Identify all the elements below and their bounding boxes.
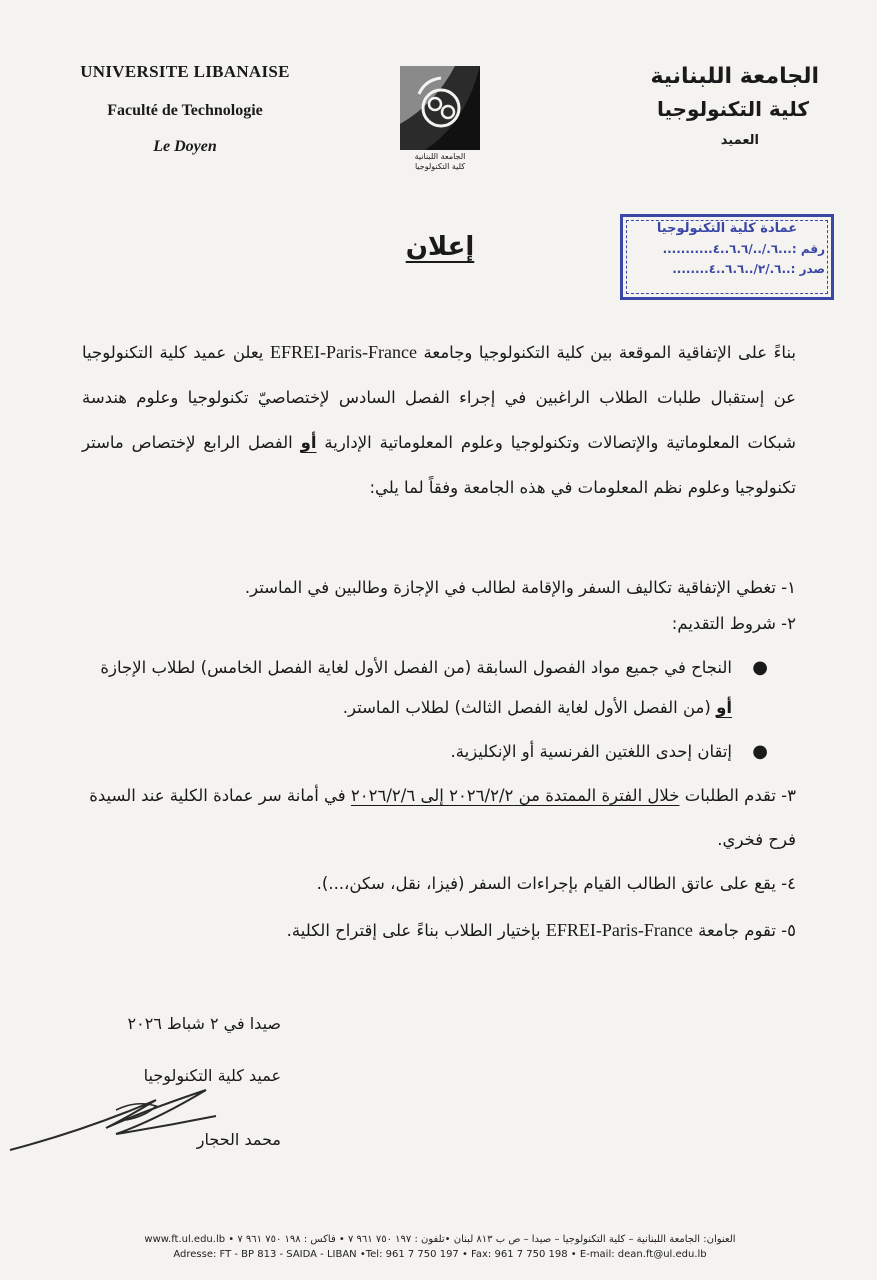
sub-item-1-text-b: (من الفصل الأول لغاية الفصل الثالث) لطلاب الماستر. [342, 698, 711, 717]
submission-period: خلال الفترة الممتدة من ٢٠٢٦/٢/٢ إلى ٢٠٢٦/٢/٦ [350, 786, 680, 805]
list-item-2: ٢- شروط التقديم: [671, 614, 796, 633]
bullet-icon: ● [752, 741, 768, 762]
stamp-title: عمادة كلية التكنولوجيا [656, 221, 798, 236]
stamp-inner-border [626, 220, 828, 294]
ar-university-name: الجامعة اللبنانية [650, 64, 819, 89]
list-item-5-text-a: ٥- تقوم جامعة [698, 921, 796, 940]
stamp-issued-line: صدر :..٦./٢/..٦.٦..٤........ [672, 262, 825, 276]
logo-caption-faculty: كلية التكنولوجيا [414, 162, 466, 171]
list-item-4: ٤- يقع على عاتق الطالب القيام بإجراءات السفر (فيزا، نقل، سكن،...). [316, 874, 796, 893]
fr-university-name: UNIVERSITE LIBANAISE [80, 62, 290, 81]
header-french [40, 62, 330, 156]
stamp-reference-line: رقم :...٦./../٦.٦..٤........... [662, 242, 825, 256]
place-and-date: صيدا في ٢ شباط ٢٠٢٦ [127, 1014, 281, 1033]
sub-item-1-or: أو [716, 698, 732, 717]
header-arabic [619, 64, 819, 148]
footer-arabic-address: العنوان: الجامعة اللبنانية – كلية التكنولوجيا – صيدا – ص ب ٨١٣ لبنان •تلفون : ١٩٧ ٧٥٠ ٩٦١ ٧ • فاكس : ١٩٨ ٧٥٠ ٩٦١ ٧ • www.ft.ul.edu.lb [144, 1234, 736, 1245]
intro-text-b: يعلن عميد كلية التكنولوجيا عن إستقبال طلبات الطلاب الراغبين في إجراء الفصل السادس لإختصاصيّ تكنولوجيا وعلوم هندسة شبكات المعلوماتية والإتصالات وتكنولوجيا وعلوم المعلوماتية الإدارية [82, 343, 796, 452]
partner-university-name: EFREI-Paris-France [269, 342, 417, 362]
logo-caption-university: الجامعة اللبنانية [414, 152, 466, 161]
footer-french-address: Adresse: FT - BP 813 - SAIDA - LIBAN •Tel: 961 7 750 197 • Fax: 961 7 750 198 • E-mail: dean.ft@ul.edu.lb [173, 1249, 707, 1260]
fr-dean-title: Le Doyen [153, 138, 217, 155]
list-item-5 [82, 912, 796, 949]
announcement-body [82, 330, 796, 510]
handwritten-signature-icon [6, 1070, 226, 1160]
intro-text-a: بناءً على الإتفاقية الموقعة بين كلية التكنولوجيا وجامعة [423, 343, 797, 362]
university-logo [390, 64, 490, 184]
registry-stamp [620, 214, 834, 300]
university-emblem-icon [395, 64, 485, 152]
sub-item-1-text-a: النجاح في جميع مواد الفصول السابقة (من الفصل الأول لغاية الفصل الخامس) لطلاب الإجازة [100, 658, 732, 677]
list-item-3-text-a: ٣- تقدم الطلبات [684, 786, 796, 805]
intro-text-c: الفصل الرابع لإختصاص ماستر تكنولوجيا وعلوم نظم المعلومات في هذه الجامعة وفقاً لما يلي: [82, 433, 796, 497]
list-item-5-text-b: بإختيار الطلاب بناءً على إقتراح الكلية. [286, 921, 541, 940]
fr-faculty-name: Faculté de Technologie [107, 102, 263, 119]
signatory-role: عميد كلية التكنولوجيا [143, 1066, 281, 1085]
ar-faculty-name: كلية التكنولوجيا [656, 97, 809, 121]
intro-or-emphasis: أو [300, 433, 317, 452]
signatory-name: محمد الحجار [196, 1130, 281, 1149]
ar-dean-title: العميد [720, 133, 759, 148]
intro-paragraph [82, 330, 796, 510]
partner-university-name-2: EFREI-Paris-France [545, 920, 693, 940]
bullet-icon: ● [752, 657, 768, 678]
list-item-3-text-b: في أمانة سر عمادة الكلية عند السيدة فرح فخري. [89, 786, 796, 849]
sub-item-1 [82, 648, 768, 728]
footer [40, 1234, 840, 1260]
sub-item-2-text: إتقان إحدى اللغتين الفرنسية أو الإنكليزية. [450, 742, 732, 761]
conditions-list [82, 570, 796, 949]
announcement-title: إعلان [405, 232, 475, 262]
list-item-1: ١- تغطي الإتفاقية تكاليف السفر والإقامة لطالب في الإجازة وطالبين في الماستر. [244, 578, 796, 597]
sub-item-2 [82, 732, 768, 772]
list-item-3 [82, 774, 796, 862]
